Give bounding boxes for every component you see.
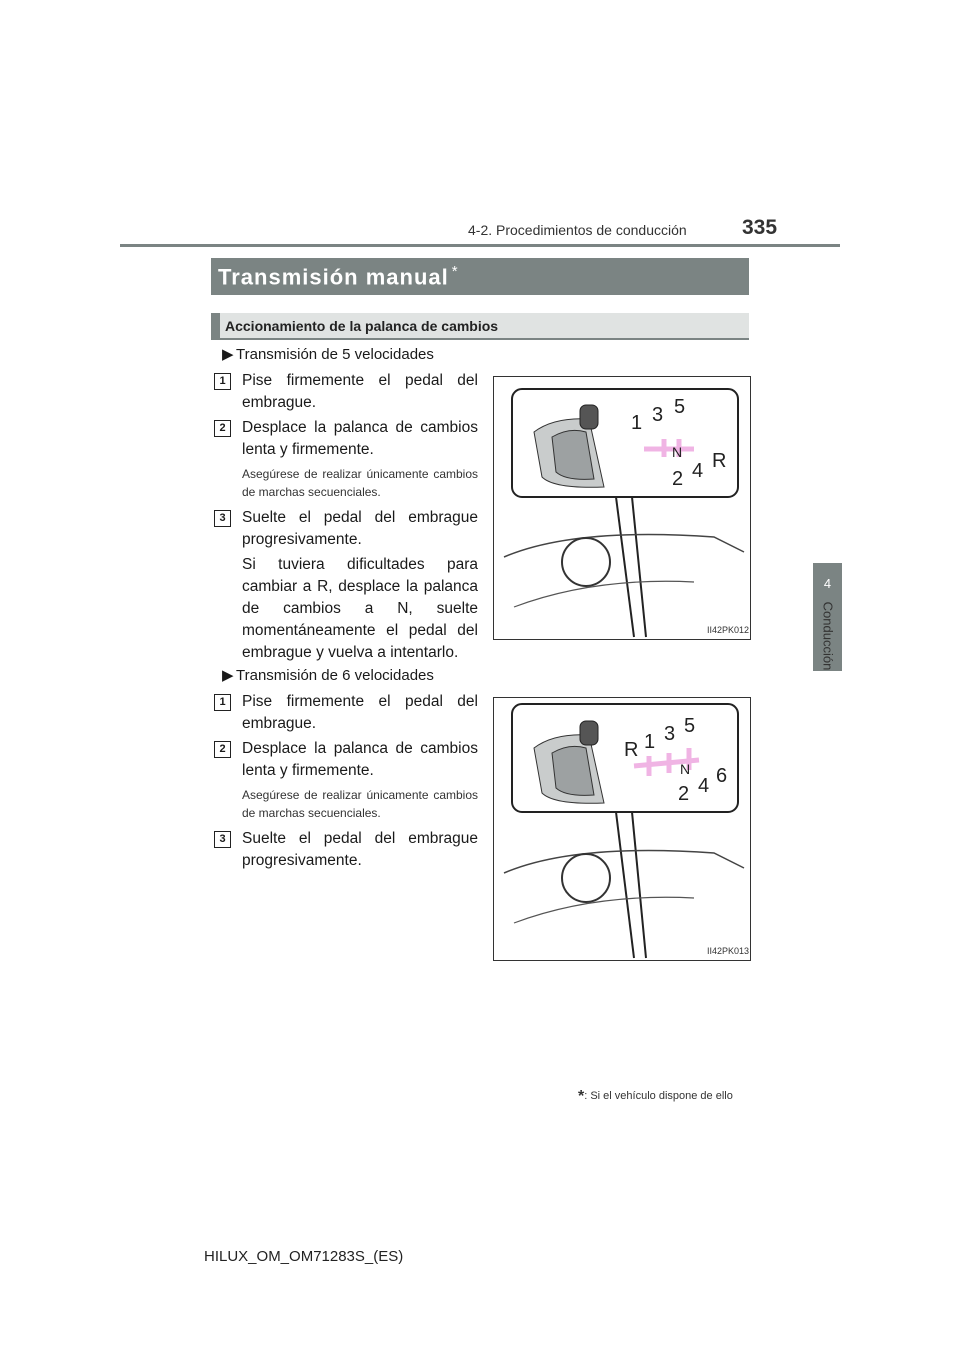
gear-label: 3 (652, 404, 664, 426)
shift-pattern-illustration (494, 377, 750, 639)
section-subtitle: Accionamiento de la palanca de cambios (225, 318, 499, 334)
gear-label: N (680, 761, 691, 777)
gear-label: 4 (692, 460, 704, 482)
extra-instruction: Si tuviera dificultades para cambiar a R, desplace la palanca de cambios a N, suelte momentáneamente el pedal del embrague y vuelva a intentarlo. (242, 556, 478, 661)
header-rule (120, 244, 840, 247)
triangle-bullet-icon: ▶ (222, 346, 234, 363)
step-text: Suelte el pedal del embrague progresivamente. (242, 509, 478, 548)
gear-label: 2 (672, 468, 684, 490)
step-note: Asegúrese de realizar únicamente cambios de marchas secuenciales. (242, 788, 478, 820)
gear-label: R (624, 739, 639, 761)
step-number: 2 (214, 741, 231, 758)
step-text: Desplace la palanca de cambios lenta y firmemente. (242, 740, 478, 779)
gear-label: 6 (716, 765, 728, 787)
title-asterisk: * (451, 263, 459, 280)
step-number: 3 (214, 831, 231, 848)
figure-five-speed-shift (493, 376, 751, 640)
chapter-tab-number: 4 (823, 576, 832, 591)
document-code-footer: HILUX_OM_OM71283S_(ES) (204, 1248, 404, 1265)
chapter-tab-label: Conducción (820, 601, 836, 671)
step-text: Desplace la palanca de cambios lenta y firmemente. (242, 419, 478, 458)
gear-label: R (712, 450, 727, 472)
step-number: 2 (214, 420, 231, 437)
footnote-asterisk: * (578, 1088, 585, 1105)
step-text: Pise firmemente el pedal del embrague. (242, 372, 478, 411)
figure-six-speed-shift (493, 697, 751, 961)
gear-label: N (672, 444, 683, 460)
figure-code: II42PK013 (707, 946, 750, 956)
gear-label: 1 (631, 412, 643, 434)
footnote: *: Si el vehículo dispone de ello (578, 1088, 733, 1105)
step-number: 1 (214, 373, 231, 390)
shift-pattern-illustration (494, 698, 750, 960)
triangle-bullet-icon: ▶ (222, 667, 234, 684)
gear-label: 3 (664, 723, 676, 745)
figure-code: II42PK012 (707, 625, 750, 635)
gear-label: 1 (644, 731, 656, 753)
step-number: 3 (214, 510, 231, 527)
gear-label: 5 (674, 396, 686, 418)
gear-label: 4 (698, 775, 710, 797)
step-note: Asegúrese de realizar únicamente cambios de marchas secuenciales. (242, 467, 478, 499)
subtitle-rule (211, 338, 749, 340)
gear-label: 2 (678, 783, 690, 805)
step-number: 1 (214, 694, 231, 711)
page-title-text: Transmisión manual (218, 264, 449, 290)
page-number: 335 (742, 216, 778, 239)
six-speed-heading: ▶ Transmisión de 6 velocidades (222, 667, 434, 684)
running-header-section: 4-2. Procedimientos de conducción (468, 222, 687, 238)
gear-label: 5 (684, 715, 696, 737)
page-title (218, 263, 459, 290)
step-text: Pise firmemente el pedal del embrague. (242, 693, 478, 732)
step-text: Suelte el pedal del embrague progresivamente. (242, 830, 478, 869)
five-speed-heading: ▶ Transmisión de 5 velocidades (222, 346, 434, 363)
